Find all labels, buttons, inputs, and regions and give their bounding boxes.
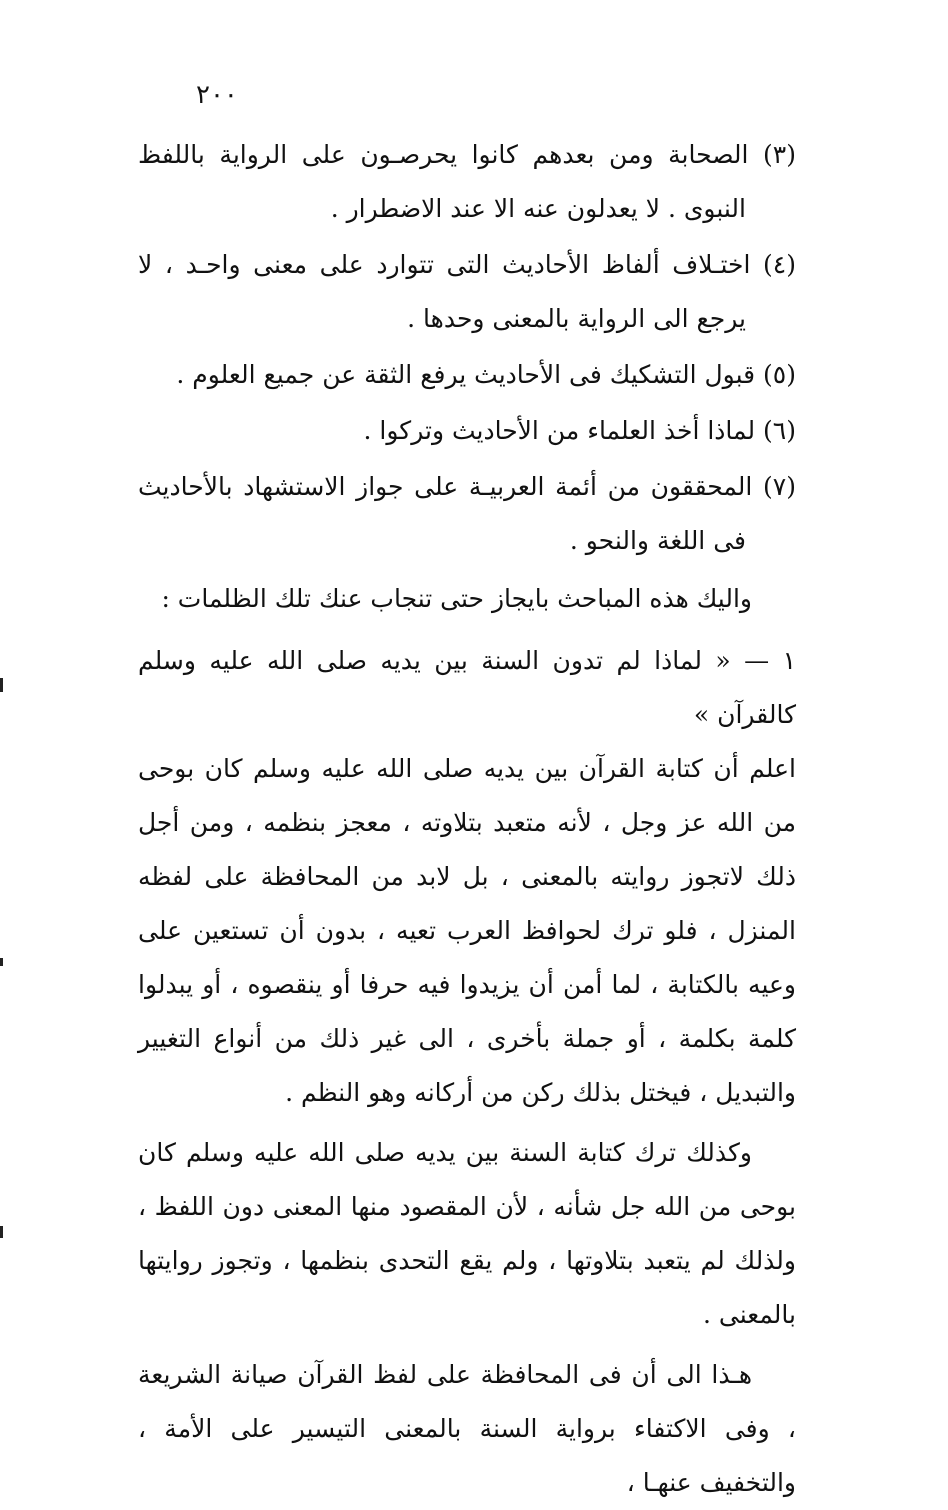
paragraph: اعلم أن كتابة القرآن بين يديه صلى الله عليه وسلم كان بوحى من الله عز وجل ، لأنه متعبد بتلاوته ، معجز بنظمه ، ومن أجل ذلك لاتجوز روايته بالمعنى ، بل لابد من المحافظة على لفظه المنزل ، فلو ترك لحوافظ العرب تعيه ، بدون أن تستعين على وعيه بالكتابة ، لما أمن أن يزيدوا فيه حرفا أو ينقصوه ، أو يبدلوا كلمة بكلمة ، أو جملة بأخرى ، الى غير ذلك من أنواع التغيير والتبديل ، فيختل بذلك ركن من أركانه وهو النظم .	[138, 754, 796, 1107]
paragraph: هـذا الى أن فى المحافظة على لفظ القرآن صيانة الشريعة ، وفى الاكتفاء برواية السنة بالمعنى التيسير على الأمة ، والتخفيف عنهـا ،	[138, 1360, 796, 1497]
page-number: ٢٠٠	[196, 80, 238, 110]
scan-edge-mark	[0, 958, 3, 966]
scan-edge-mark	[0, 678, 3, 692]
paragraph: وكذلك ترك كتابة السنة بين يديه صلى الله عليه وسلم كان بوحى من الله جل شأنه ، لأن المقصود منها المعنى دون اللفظ ، ولذلك لم يتعبد بتلاوتها ، ولم يقع التحدى بنظمها ، وتجوز روايتها بالمعنى .	[138, 1138, 796, 1329]
intro-line: واليك هذه المباحث بايجاز حتى تنجاب عنك تلك الظلمات :	[161, 584, 752, 613]
page-body	[138, 128, 796, 1510]
list-item: (٤) اختـلاف ألفاظ الأحاديث التى تتوارد على معنى واحـد ، لا يرجع الى الرواية بالمعنى وحدها .	[138, 250, 796, 333]
list-item: (٣) الصحابة ومن بعدهم كانوا يحرصـون على الرواية باللفظ النبوى . لا يعدلون عنه الا عند الاضطرار .	[138, 140, 796, 223]
list-item: (٧) المحققون من أئمة العربيـة على جواز الاستشهاد بالأحاديث فى اللغة والنحو .	[138, 472, 796, 555]
list-item: (٥) قبول التشكيك فى الأحاديث يرفع الثقة عن جميع العلوم .	[176, 360, 796, 389]
list-item: (٦) لماذا أخذ العلماء من الأحاديث وتركوا .	[363, 416, 796, 445]
section-heading: ١ — « لماذا لم تدون السنة بين يديه صلى الله عليه وسلم كالقرآن »	[138, 646, 796, 729]
scan-edge-mark	[0, 1226, 3, 1238]
